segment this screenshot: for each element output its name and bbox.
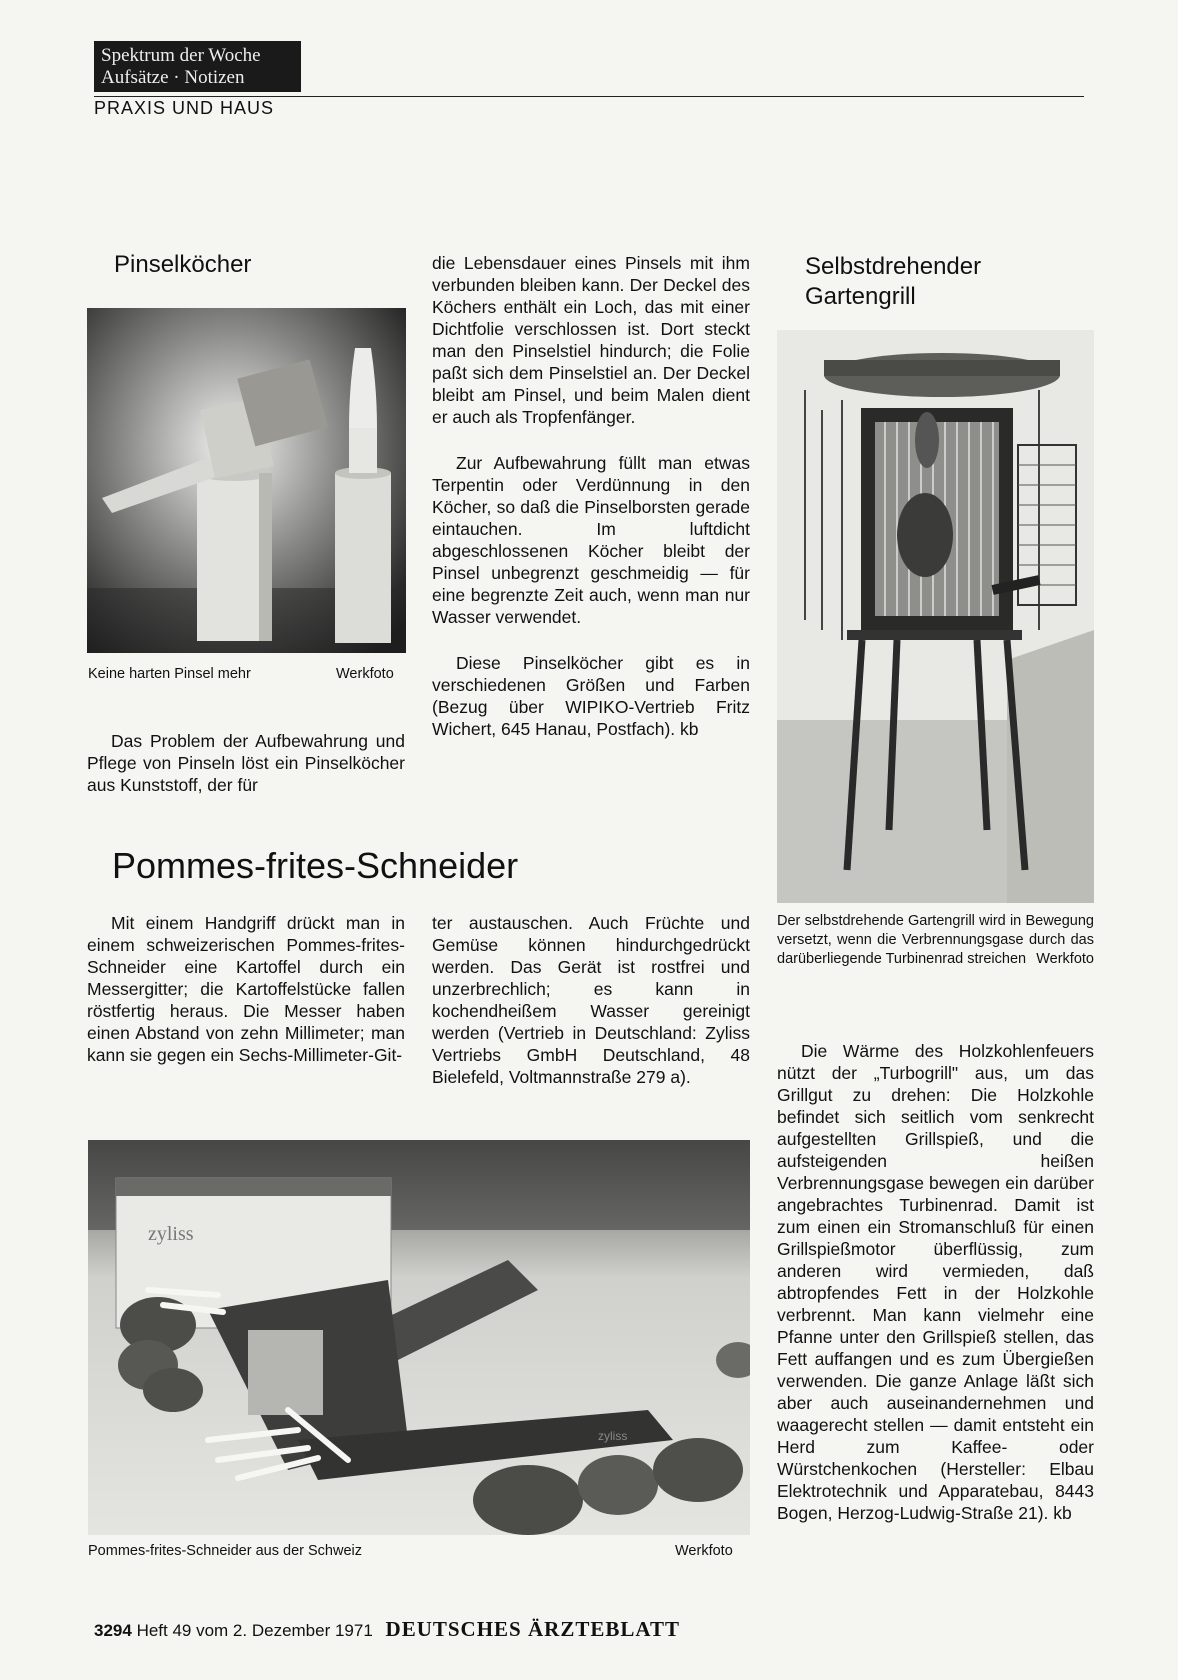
pinsel-heading: Pinselköcher: [114, 251, 252, 278]
pommes-text-col2: [432, 912, 750, 1088]
pommes-caption: Pommes-frites-Schneider aus der Schweiz: [88, 1543, 362, 1559]
pinsel-caption: Keine harten Pinsel mehr: [88, 666, 251, 682]
grill-heading-line-1: Selbstdrehender: [805, 253, 982, 280]
grill-photo: [777, 330, 1094, 903]
pinsel-paragraph-2: die Lebensdauer eines Pinsels mit ihm verbunden bleiben kann. Der Deckel des Köchers enthält ein Loch, das mit einer Dichtfolie verschlossen ist. Dort steckt man den Pinselstiel hindurch; die Folie paßt sich dem Pinselstiel an. Der Deckel bleibt am Pinsel, und beim Malen dient er auch als Tropfenfänger.: [432, 253, 750, 427]
device-brand-label: zyliss: [598, 1429, 628, 1443]
pinsel-text-col1: [87, 730, 405, 796]
header-rule: [94, 96, 1084, 97]
page-footer: [94, 1617, 680, 1642]
section-title: PRAXIS UND HAUS: [94, 98, 275, 118]
grill-credit: Werkfoto: [1036, 951, 1094, 967]
grill-paragraph: Die Wärme des Holzkohlenfeuers nützt der „Turbogrill" aus, um das Grillgut zu drehen: Die Holzkohle befindet sich seitlich vom senkrecht aufgestellten Grillspieß, und die aufsteigenden heißen Verbrennungsgase bewegen ein darüber angebrachtes Turbinenrad. Damit ist zum einen ein Stromanschluß für einen Grillspießmotor überflüssig, zum anderen wird vermieden, daß abtropfendes Fett in der Holzkohle verbrennt. Man kann vielmehr eine Pfanne unter den Grillspieß stellen, das Fett auffangen und es zum Übergießen verwenden. Die ganze Anlage läßt sich aber auch auseinandernehmen und waagerecht stellen — damit entsteht ein Herd zum Kaffee- oder Würstchenkochen (Hersteller: Elbau Elektrotechnik und Apparatebau, 8443 Bogen, Herzog-Ludwig-Straße 21). kb: [777, 1041, 1094, 1523]
pinsel-credit: Werkfoto: [336, 666, 394, 682]
pommes-paragraph-2: ter austauschen. Auch Früchte und Gemüse können hindurchgedrückt werden. Das Gerät ist rostfrei und unzerbrechlich; es kann in kochendheißem Wasser gereinigt werden (Vertrieb in Deutschland: Zyliss Vertriebs GmbH Deutschland, 48 Bielefeld, Voltmannstraße 279 a).: [432, 913, 750, 1087]
grill-heading: [805, 252, 981, 312]
pinsel-paragraph-4: Diese Pinselköcher gibt es in verschiedenen Größen und Farben (Bezug über WIPIKO-Vertrieb Fritz Wichert, 645 Hanau, Postfach). kb: [432, 653, 750, 739]
pommes-paragraph-1: Mit einem Handgriff drückt man in einem schweizerischen Pommes-frites-Schneider eine Kartoffel durch ein Messergitter; die Kartoffelstücke fallen röstfertig heraus. Die Messer haben einen Abstand von zehn Millimeter; man kann sie gegen ein Sechs-Millimeter-Git-: [87, 913, 405, 1065]
pinsel-photo: [87, 308, 406, 653]
box-brand-label: zyliss: [148, 1223, 194, 1245]
pommes-text-col1: [87, 912, 405, 1066]
issue-info: Heft 49 vom 2. Dezember 1971: [136, 1621, 373, 1640]
badge-line-2: Aufsätze · Notizen: [101, 67, 245, 88]
section-badge: [94, 41, 301, 92]
pommes-heading: Pommes-frites-Schneider: [112, 845, 519, 886]
page-number: 3294: [94, 1621, 132, 1640]
grill-caption-text: Der selbstdrehende Gartengrill wird in Bewegung versetzt, wenn die Verbrennungsgase durch das darüberliegende Turbinenrad streichen: [777, 913, 1094, 967]
grill-heading-line-2: Gartengrill: [805, 283, 916, 310]
badge-line-1: Spektrum der Woche: [101, 45, 261, 66]
pinsel-paragraph-1: Das Problem der Aufbewahrung und Pflege von Pinseln löst ein Pinselköcher aus Kunststoff, der für: [87, 731, 405, 795]
pommes-photo: [88, 1140, 750, 1535]
pommes-credit: Werkfoto: [675, 1543, 733, 1559]
magazine-title: DEUTSCHES ÄRZTEBLATT: [385, 1617, 680, 1641]
pinsel-text-col2: [432, 252, 750, 764]
grill-caption: [777, 912, 1094, 969]
grill-text: [777, 1040, 1094, 1524]
pinsel-paragraph-3: Zur Aufbewahrung füllt man etwas Terpentin oder Verdünnung in den Köcher, so daß die Pinselborsten gerade eintauchen. Im luftdicht abgeschlossenen Köcher bleibt der Pinsel unbegrenzt geschmeidig — für eine begrenzte Zeit auch, wenn man nur Wasser verwendet.: [432, 453, 750, 627]
